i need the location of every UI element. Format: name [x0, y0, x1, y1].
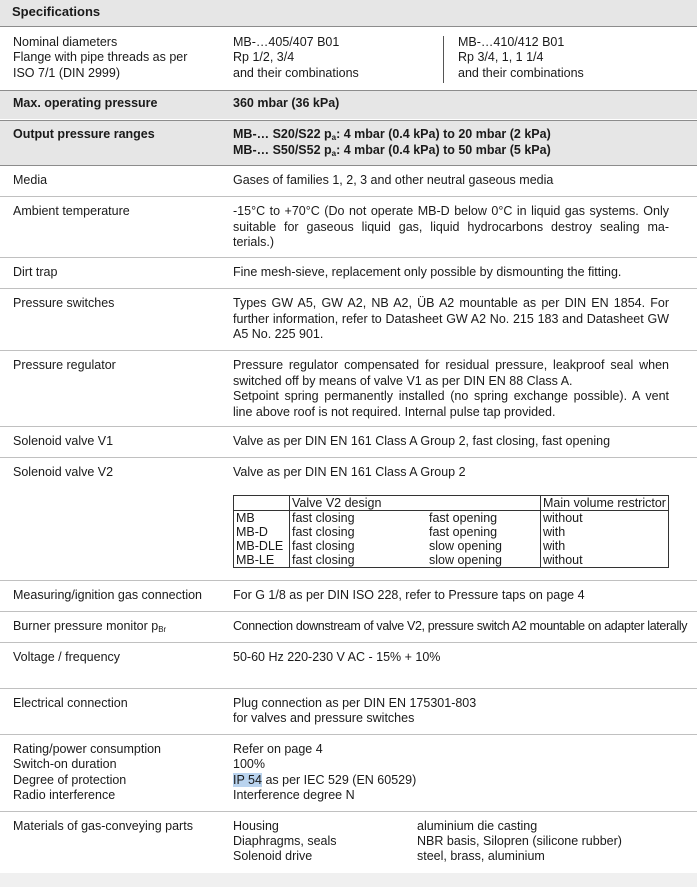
divider	[0, 257, 697, 258]
burner-monitor-label: Burner pressure monitor $p_{Br}$	[13, 619, 167, 634]
table-cell: fast opening	[427, 511, 541, 526]
divider	[0, 120, 697, 121]
pressure-regulator-label: Pressure regulator	[13, 358, 116, 372]
nominal-label-2: Flange with pipe threads as per	[13, 50, 188, 64]
media-value: Gases of families 1, 2, 3 and other neutral gaseous media	[233, 173, 554, 187]
divider	[0, 196, 697, 197]
radio-interference-value: Interference degree N	[233, 788, 355, 802]
voltage-label: Voltage / frequency	[13, 650, 121, 664]
text-selection-highlight[interactable]: IP 54	[233, 773, 262, 787]
switch-on-label: Switch-on duration	[13, 757, 117, 771]
divider	[0, 688, 697, 689]
ambient-value: -15°C to +70°C (Do not operate MB-D below 0°C in liquid gas systems. Only suitable for gaseous liquid gas, liquid hydrocarbons destroy sealing ma-terials.)	[233, 204, 669, 249]
nominal-col2-3: and their combinations	[458, 66, 584, 80]
table-header-cell: Main volume restrictor	[541, 496, 669, 511]
output-range-s20: MB-… S20/S22 $p_a$: 4 mbar (0.4 kPa) to 20 mbar (2 kPa)	[233, 127, 551, 142]
output-range-s50: MB-… S50/S52 $p_a$: 4 mbar (0.4 kPa) to 50 mbar (5 kPa)	[233, 143, 551, 158]
table-cell: MB-DLE	[234, 539, 290, 553]
table-cell: fast closing	[292, 525, 355, 539]
measuring-label: Measuring/ignition gas connection	[13, 588, 203, 602]
table-cell: fast closing	[292, 553, 355, 567]
voltage-value: 50-60 Hz 220-230 V AC - 15% + 10%	[233, 650, 441, 664]
electrical-label: Electrical connection	[13, 696, 128, 710]
table-row	[234, 553, 669, 568]
table-cell: fast closing	[292, 511, 355, 525]
solenoid-v1-value: Valve as per DIN EN 161 Class A Group 2, fast closing, fast opening	[233, 434, 611, 448]
material-part: Housing	[233, 819, 279, 833]
max-pressure-label: Max. operating pressure	[13, 96, 158, 110]
table-cell: slow opening	[427, 553, 541, 568]
divider	[0, 642, 697, 643]
nominal-col2-1: MB-…410/412 B01	[458, 35, 565, 49]
table-cell: MB-D	[234, 525, 290, 539]
burner-monitor-value: Connection downstream of valve V2, pressure switch A2 mountable on adapter laterally	[233, 619, 688, 633]
table-header-row	[234, 496, 669, 511]
table-cell: slow opening	[427, 539, 541, 553]
table-cell: with	[543, 525, 566, 539]
solenoid-v1-label: Solenoid valve V1	[13, 434, 114, 448]
media-label: Media	[13, 173, 48, 187]
table-cell: fast closing	[292, 539, 355, 553]
viewer-bottom-bar	[0, 873, 697, 887]
measuring-value: For G 1/8 as per DIN ISO 228, refer to Pressure taps on page 4	[233, 588, 585, 602]
materials-label: Materials of gas-conveying parts	[13, 819, 193, 833]
divider	[0, 811, 697, 812]
material-value: NBR basis, Silopren (silicone rubber)	[417, 834, 622, 848]
material-value: aluminium die casting	[417, 819, 538, 833]
table-header-cell: Valve V2 design	[290, 496, 428, 511]
divider	[0, 426, 697, 427]
pressure-regulator-value-1: Pressure regulator compensated for residual pressure, leakproof seal when switched off by means of valve V1 as per DIN EN 88 Class A.	[233, 358, 669, 388]
divider	[0, 734, 697, 735]
table-row	[234, 511, 669, 526]
material-part: Diaphragms, seals	[233, 834, 337, 848]
table-header-cell	[234, 496, 290, 511]
radio-interference-label: Radio interference	[13, 788, 116, 802]
divider	[0, 457, 697, 458]
electrical-value-2: for valves and pressure switches	[233, 711, 415, 725]
max-pressure-value: 360 mbar (36 kPa)	[233, 96, 340, 110]
solenoid-v2-value: Valve as per DIN EN 161 Class A Group 2	[233, 465, 466, 479]
switch-on-value: 100%	[233, 757, 265, 771]
header-bar	[0, 0, 697, 26]
nominal-col1-2: Rp 1/2, 3/4	[233, 50, 295, 64]
table-cell: with	[543, 539, 566, 553]
ambient-label: Ambient temperature	[13, 204, 130, 218]
page-title: Specifications	[12, 4, 101, 19]
protection-label: Degree of protection	[13, 773, 127, 787]
dirt-trap-label: Dirt trap	[13, 265, 58, 279]
table-cell: without	[543, 553, 583, 567]
solenoid-v2-label: Solenoid valve V2	[13, 465, 114, 479]
material-value: steel, brass, aluminium	[417, 849, 545, 863]
electrical-value-1: Plug connection as per DIN EN 175301-803	[233, 696, 477, 710]
material-part: Solenoid drive	[233, 849, 313, 863]
table-cell: MB-LE	[234, 553, 290, 568]
column-separator	[443, 36, 444, 83]
divider	[0, 26, 697, 27]
table-cell: fast opening	[427, 525, 541, 539]
pressure-regulator-value-2: Setpoint spring permanently installed (no spring exchange possible). A vent line above roof is not required. Internal pulse tap provided.	[233, 389, 669, 419]
table-header-cell	[427, 496, 541, 511]
divider	[0, 350, 697, 351]
table-cell: MB	[234, 511, 290, 526]
divider	[0, 288, 697, 289]
nominal-label-1: Nominal diameters	[13, 35, 118, 49]
divider	[0, 165, 697, 166]
pressure-switches-value: Types GW A5, GW A2, NB A2, ÜB A2 mountable as per DIN EN 1854. For further information, refer to Datasheet GW A2 No. 215 183 and Datasheet GW A5 No. 225 901.	[233, 296, 669, 341]
nominal-col2-2: Rp 3/4, 1, 1 1/4	[458, 50, 544, 64]
divider	[0, 611, 697, 612]
nominal-label-3: ISO 7/1 (DIN 2999)	[13, 66, 120, 80]
rating-value: Refer on page 4	[233, 742, 323, 756]
valve-v2-design-table	[233, 495, 669, 568]
table-row	[234, 525, 669, 539]
protection-value: IP 54 as per IEC 529 (EN 60529)	[233, 773, 417, 787]
dirt-trap-value: Fine mesh-sieve, replacement only possible by dismounting the fitting.	[233, 265, 622, 279]
pressure-switches-label: Pressure switches	[13, 296, 115, 310]
divider	[0, 90, 697, 91]
divider	[0, 580, 697, 581]
table-cell: without	[543, 511, 583, 525]
output-ranges-label: Output pressure ranges	[13, 127, 155, 141]
rating-label: Rating/power consumption	[13, 742, 161, 756]
table-row	[234, 539, 669, 553]
nominal-col1-1: MB-…405/407 B01	[233, 35, 340, 49]
nominal-col1-3: and their combinations	[233, 66, 359, 80]
